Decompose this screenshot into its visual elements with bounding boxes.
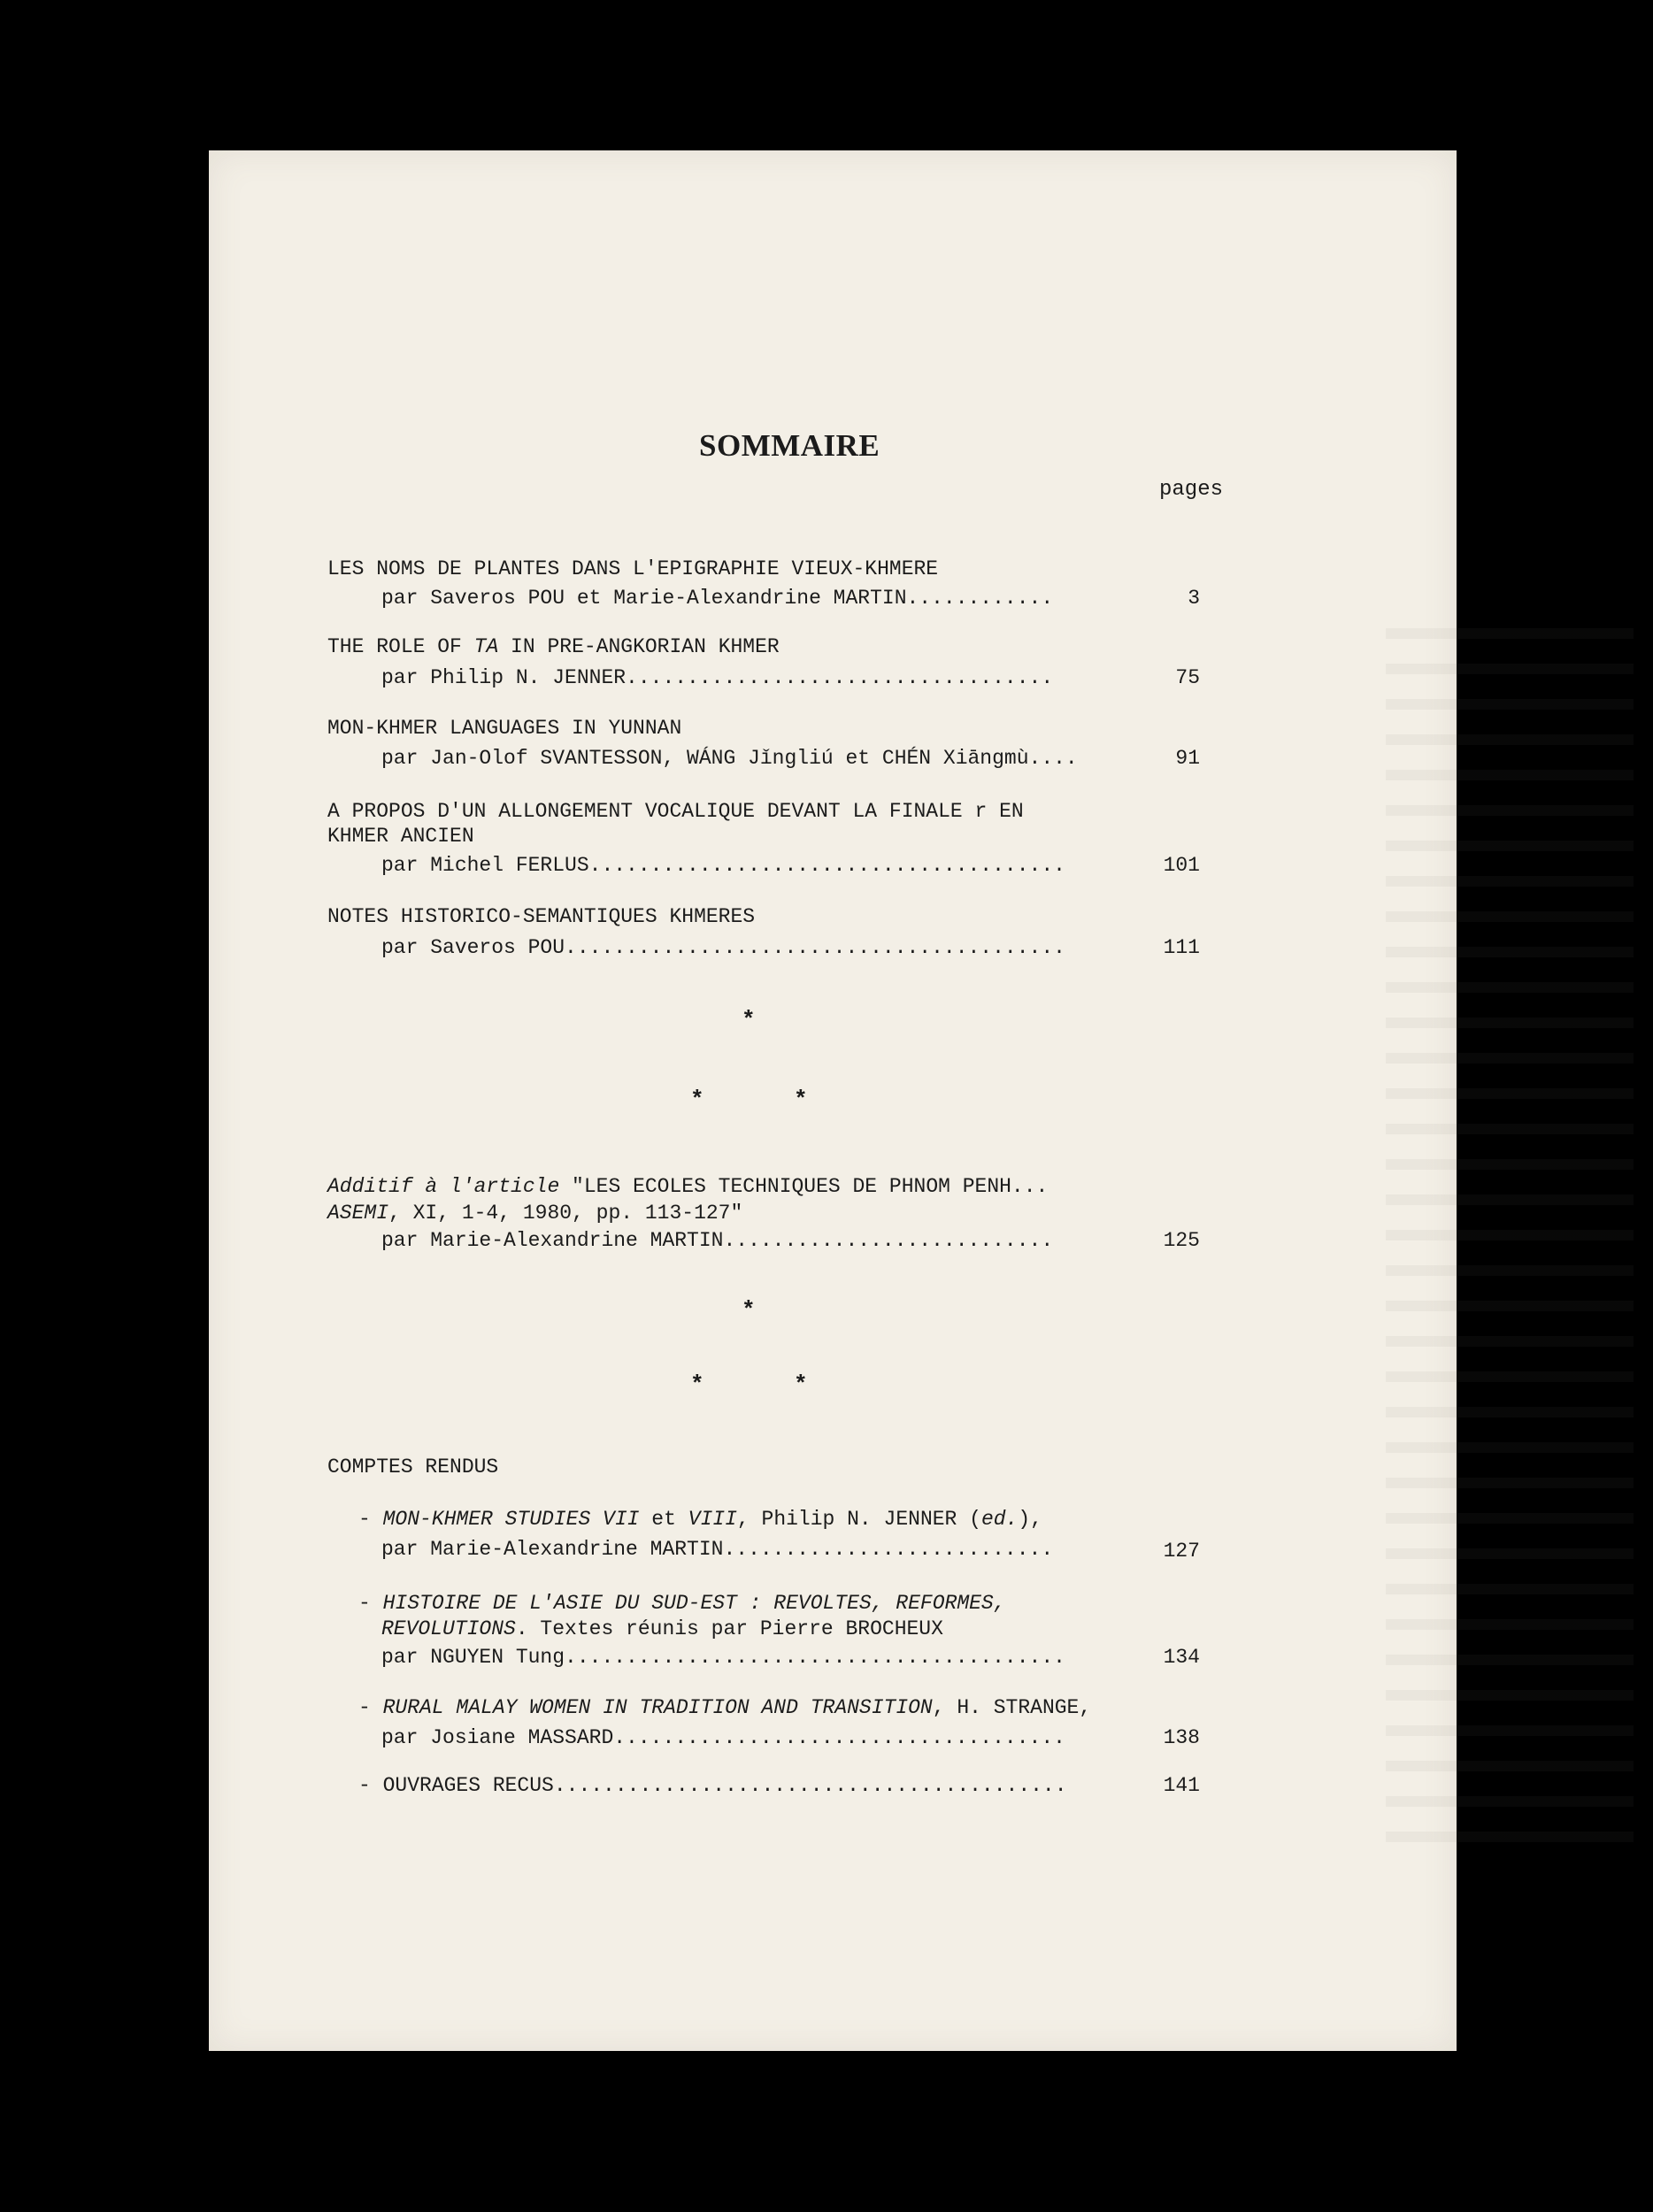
review-title-italic: RURAL MALAY WOMEN IN TRADITION AND TRANSITION [382, 1696, 933, 1719]
section-heading: COMPTES RENDUS [327, 1455, 499, 1479]
toc-entry-author: par Saveros POU et Marie-Alexandrine MARTIN............ [381, 587, 1054, 610]
toc-entry-page: 3 [1188, 587, 1200, 610]
toc-entry-title: MON-KHMER LANGUAGES IN YUNNAN [327, 717, 682, 740]
review-title [358, 1506, 1042, 1532]
toc-entry-title-line2: KHMER ANCIEN [327, 825, 474, 848]
toc-entry-page: 111 [1163, 936, 1200, 959]
separator-asterisk: * [690, 1087, 704, 1113]
review-title-line2 [381, 1616, 943, 1642]
toc-entry-author: par Saveros POU......................................... [381, 936, 1065, 959]
additif-reference [327, 1200, 742, 1226]
review-title-text: et [639, 1508, 688, 1531]
separator-asterisk: * [742, 1297, 756, 1324]
list-dash: - [358, 1508, 383, 1531]
toc-entry-title: NOTES HISTORICO-SEMANTIQUES KHMERES [327, 905, 756, 928]
additif-title-rest: "LES ECOLES TECHNIQUES DE PHNOM PENH... [559, 1175, 1049, 1198]
review-title-text: ), [1018, 1508, 1042, 1531]
additif-journal-name: ASEMI [327, 1202, 389, 1225]
toc-entry-author: par Josiane MASSARD..................................... [381, 1726, 1065, 1749]
review-title-italic: VIII [688, 1508, 737, 1531]
toc-entry-page: 91 [1175, 747, 1200, 770]
toc-entry-page: 141 [1163, 1774, 1200, 1797]
toc-entry-page: 127 [1163, 1540, 1200, 1563]
review-title [358, 1772, 1067, 1799]
title-italic-text: TA [473, 635, 499, 658]
additif-italic-prefix: Additif à l'article [327, 1175, 560, 1198]
review-title-text: , Philip N. JENNER ( [736, 1508, 981, 1531]
toc-entry-author: par Marie-Alexandrine MARTIN........................... [381, 1229, 1054, 1252]
list-dash: - [358, 1696, 383, 1719]
additif-reference-rest: , XI, 1-4, 1980, pp. 113-127" [388, 1202, 743, 1225]
toc-entry-page: 101 [1163, 854, 1200, 877]
review-title-text: . Textes réunis par Pierre BROCHEUX [515, 1617, 943, 1640]
toc-entry-author: par Michel FERLUS....................................... [381, 854, 1065, 877]
review-title-italic: ed. [980, 1508, 1019, 1531]
title-text: THE ROLE OF [327, 635, 474, 658]
review-title-text: OUVRAGES RECUS.......................................... [382, 1774, 1067, 1797]
toc-entry-author: par Jan-Olof SVANTESSON, WÁNG Jǐngliú et CHÉN Xiāngmù.... [381, 747, 1078, 770]
toc-entry-page: 134 [1163, 1646, 1200, 1669]
review-title-italic: REVOLUTIONS [381, 1617, 516, 1640]
review-title-text: , H. STRANGE, [932, 1696, 1092, 1719]
separator-asterisk: * [690, 1371, 704, 1398]
toc-entry-author: par Philip N. JENNER................................... [381, 666, 1054, 689]
bleed-through-texture [1386, 628, 1634, 1867]
toc-entry-title: LES NOMS DE PLANTES DANS L'EPIGRAPHIE VIEUX-KHMERE [327, 557, 939, 580]
title-text: IN PRE-ANGKORIAN KHMER [498, 635, 780, 658]
list-dash: - [358, 1592, 383, 1615]
list-dash: - [358, 1774, 383, 1797]
pages-column-label: pages [1158, 478, 1223, 502]
additif-title [327, 1173, 1048, 1200]
separator-asterisk: * [794, 1087, 808, 1113]
separator-asterisk: * [794, 1371, 808, 1398]
toc-entry-title: A PROPOS D'UN ALLONGEMENT VOCALIQUE DEVANT LA FINALE r EN [327, 800, 1024, 823]
toc-entry-page: 138 [1163, 1726, 1200, 1749]
toc-entry-page: 125 [1163, 1229, 1200, 1252]
separator-asterisk: * [742, 1007, 756, 1033]
review-title [358, 1590, 1006, 1617]
toc-entry-page: 75 [1175, 666, 1200, 689]
toc-entry-title [327, 634, 780, 660]
toc-entry-author: par NGUYEN Tung......................................... [381, 1646, 1065, 1669]
review-title-italic: HISTOIRE DE L'ASIE DU SUD-EST : REVOLTES, REFORMES, [382, 1592, 1006, 1615]
review-title [358, 1694, 1091, 1721]
review-title-italic: MON-KHMER STUDIES VII [382, 1508, 640, 1531]
toc-entry-author: par Marie-Alexandrine MARTIN........................... [381, 1538, 1054, 1561]
page-title: SOMMAIRE [699, 428, 880, 463]
